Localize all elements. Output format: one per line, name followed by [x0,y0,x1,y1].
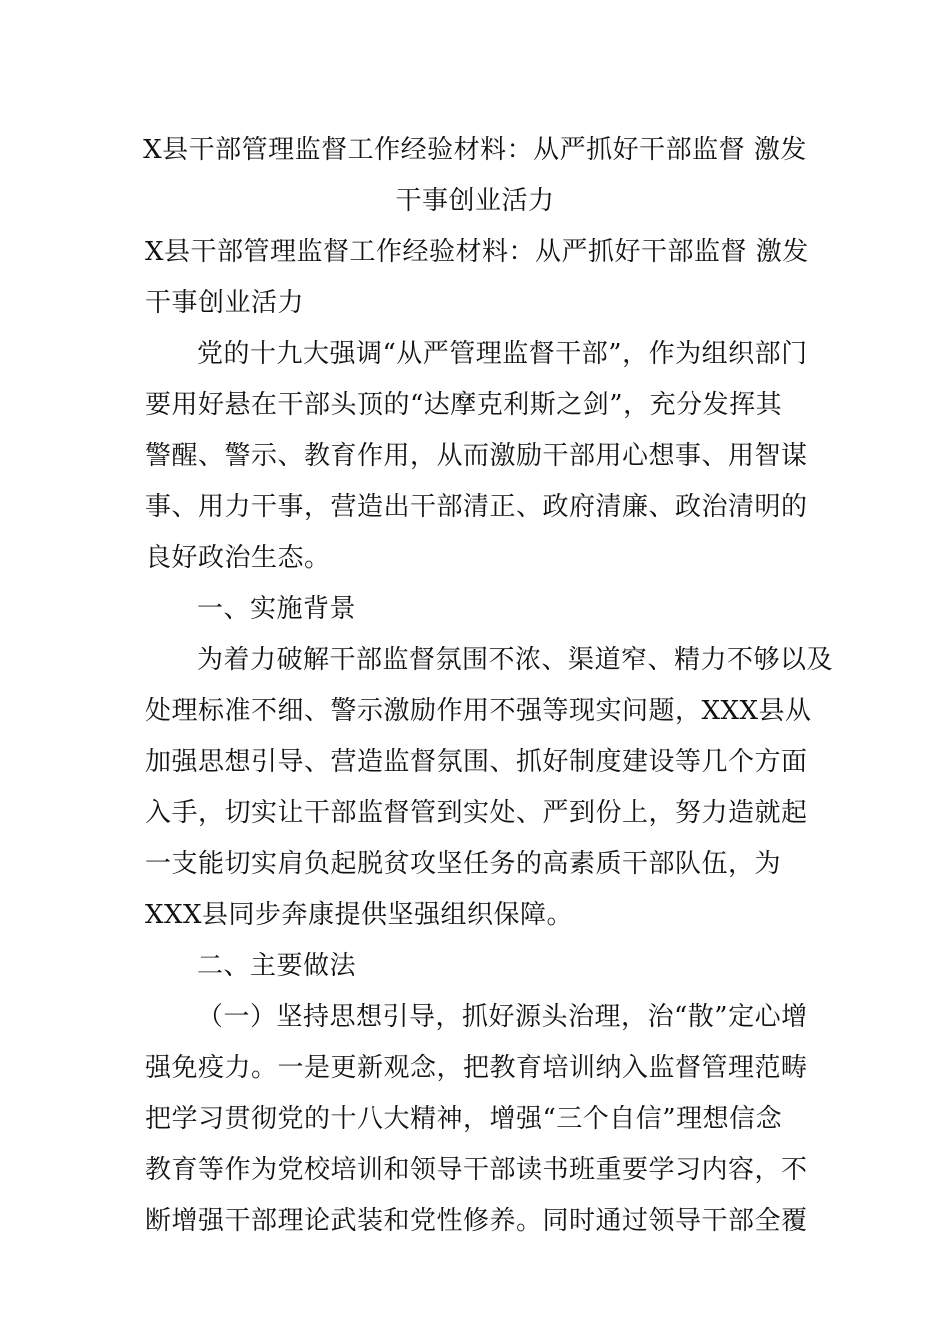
body-paragraph-3-line-5: 断增强干部理论武装和党性修养。同时通过领导干部全覆 [145,1206,808,1236]
body-paragraph-3-line-1: （一）坚持思想引导，抓好源头治理，治“散”定心增 [197,1002,808,1032]
section-heading-background: 一、实施背景 [197,594,357,624]
body-paragraph-2-line-1: 为着力破解干部监督氛围不浓、渠道窄、精力不够以及 [197,645,834,675]
body-paragraph-3-line-2: 强免疫力。一是更新观念，把教育培训纳入监督管理范畴 [145,1053,808,1083]
body-paragraph-2-line-5: 一支能切实肩负起脱贫攻坚任务的高素质干部队伍，为 [145,849,782,879]
body-paragraph-1-line-2: 要用好悬在干部头顶的“达摩克利斯之剑”，充分发挥其 [145,390,783,420]
document-title-line-1: X县干部管理监督工作经验材料：从严抓好干部监督 激发 [143,135,807,165]
body-paragraph-2-line-4: 入手，切实让干部监督管到实处、严到份上，努力造就起 [145,798,808,828]
body-paragraph-2-line-6: XXX县同步奔康提供坚强组织保障。 [145,900,574,930]
section-heading-main-practices: 二、主要做法 [197,951,357,981]
body-paragraph-1-line-3: 警醒、警示、教育作用，从而激励干部用心想事、用智谋 [145,441,808,471]
document-subtitle-line-2: 干事创业活力 [145,288,305,318]
body-paragraph-1-line-4: 事、用力干事，营造出干部清正、政府清廉、政治清明的 [145,492,808,522]
body-paragraph-2-line-2: 处理标准不细、警示激励作用不强等现实问题，XXX县从 [145,696,812,726]
body-paragraph-3-line-3: 把学习贯彻党的十八大精神，增强“三个自信”理想信念 [145,1104,783,1134]
body-paragraph-1-line-5: 良好政治生态。 [145,543,331,573]
document-subtitle-line-1: X县干部管理监督工作经验材料：从严抓好干部监督 激发 [145,237,809,267]
body-paragraph-2-line-3: 加强思想引导、营造监督氛围、抓好制度建设等几个方面 [145,747,808,777]
body-paragraph-3-line-4: 教育等作为党校培训和领导干部读书班重要学习内容，不 [145,1155,808,1185]
document-title-line-2: 干事创业活力 [395,186,555,216]
body-paragraph-1-line-1: 党的十九大强调“从严管理监督干部”，作为组织部门 [197,339,808,369]
